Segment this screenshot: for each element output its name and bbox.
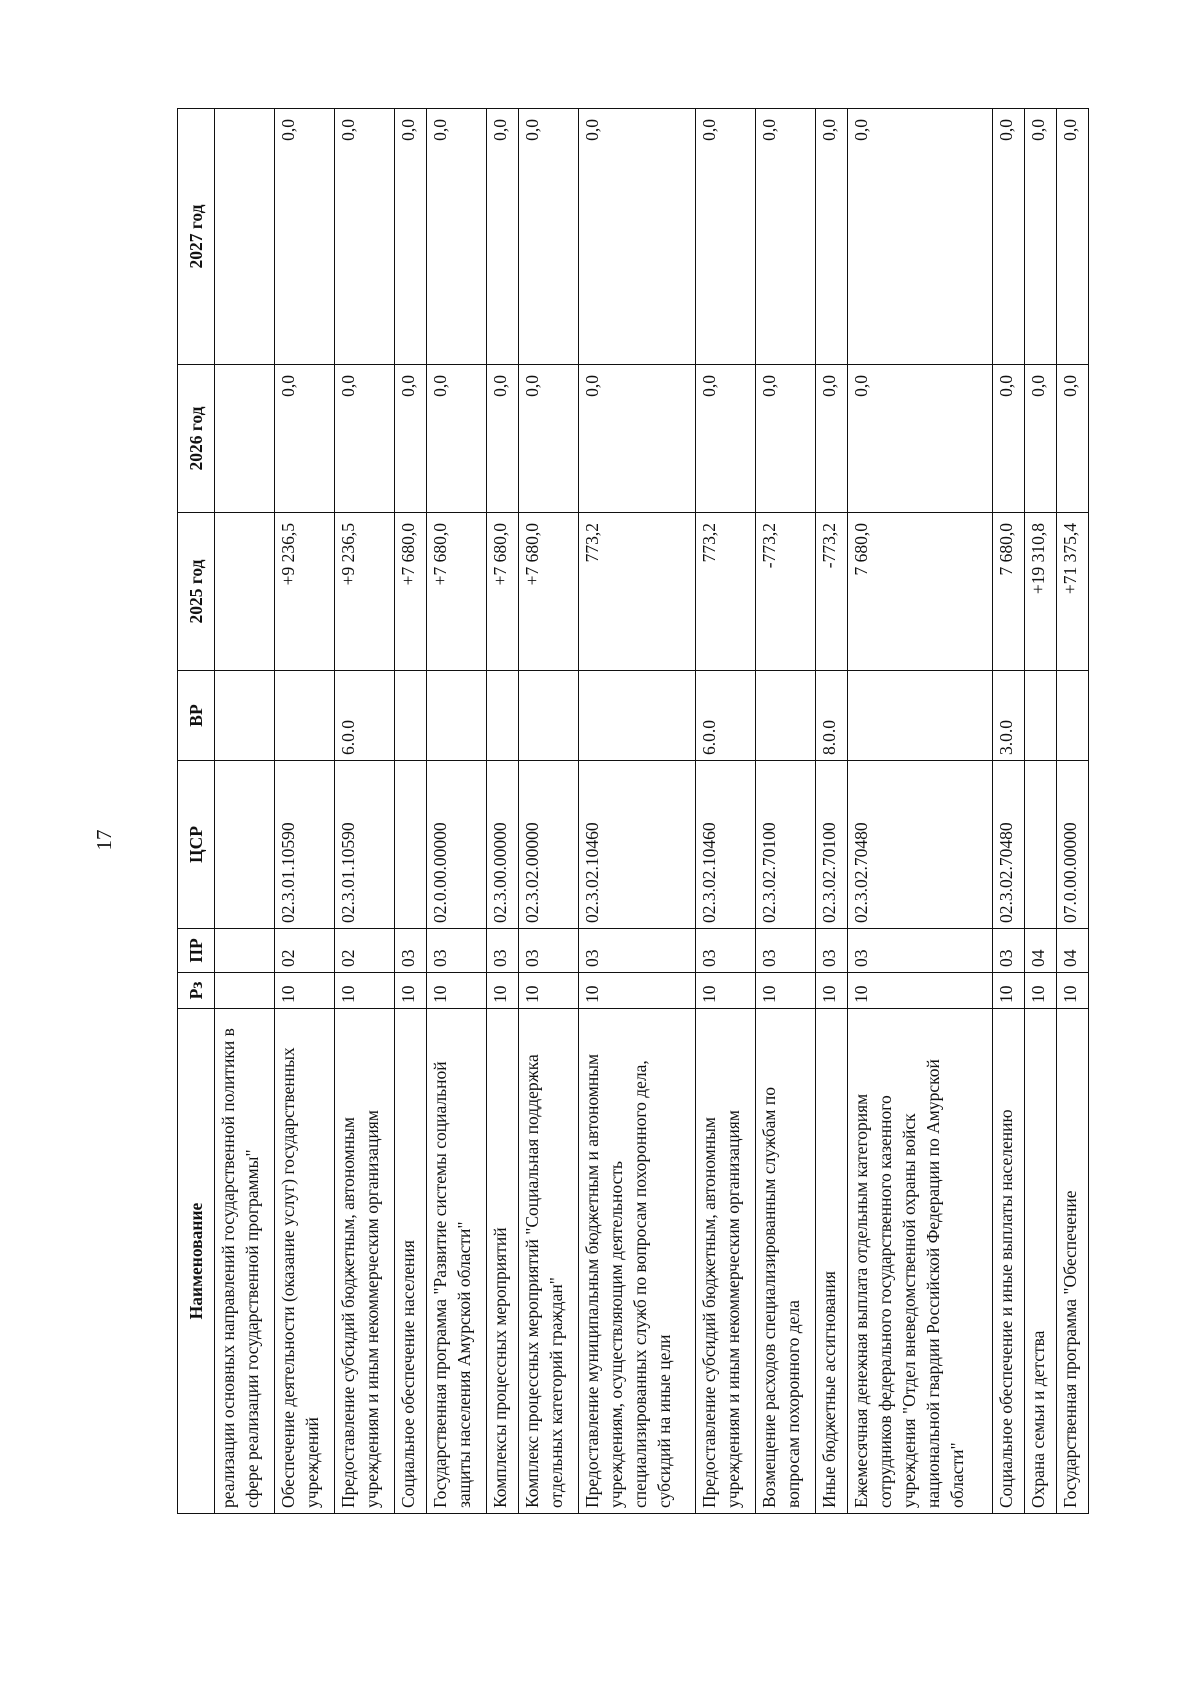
cell-csr [395, 761, 427, 929]
cell-rz: 10 [993, 973, 1025, 1009]
cell-name: Ежемесячная денежная выплата отдельным категориям сотрудников федерального государственного казенного учреждения "Отдел вневедомственной охраны войск национальной гвардии Российской Федерации по Амурской области" [848, 1009, 993, 1514]
cell-pr: 04 [1057, 929, 1089, 973]
header-2027: 2027 год [178, 109, 215, 365]
cell-name: Комплексы процессных мероприятий [487, 1009, 519, 1514]
cell-2025: 773,2 [696, 513, 756, 671]
cell-vr: 6.0.0 [335, 671, 395, 761]
table-header-row [178, 109, 215, 1514]
cell-csr: 02.3.01.10590 [335, 761, 395, 929]
page-number: 17 [92, 829, 116, 851]
cell-pr [215, 929, 275, 973]
header-rz: Рз [178, 973, 215, 1009]
cell-2026: 0,0 [579, 365, 696, 513]
table-row [427, 109, 487, 1514]
cell-rz: 10 [696, 973, 756, 1009]
table-row [993, 109, 1025, 1514]
cell-2025: +7 680,0 [487, 513, 519, 671]
cell-2026: 0,0 [816, 365, 848, 513]
cell-vr [756, 671, 816, 761]
cell-rz [215, 973, 275, 1009]
table-row [1025, 109, 1057, 1514]
cell-rz: 10 [335, 973, 395, 1009]
cell-vr [519, 671, 579, 761]
cell-2025: +7 680,0 [427, 513, 487, 671]
header-2025: 2025 год [178, 513, 215, 671]
cell-2027: 0,0 [579, 109, 696, 365]
cell-2025: -773,2 [816, 513, 848, 671]
cell-name: Обеспечение деятельности (оказание услуг) государственных учреждений [275, 1009, 335, 1514]
cell-csr [1025, 761, 1057, 929]
cell-rz: 10 [427, 973, 487, 1009]
cell-vr [427, 671, 487, 761]
cell-rz: 10 [1057, 973, 1089, 1009]
cell-2025 [215, 513, 275, 671]
cell-vr [1057, 671, 1089, 761]
table-row [215, 109, 275, 1514]
cell-csr: 02.3.02.70100 [816, 761, 848, 929]
cell-2026: 0,0 [395, 365, 427, 513]
cell-2026: 0,0 [275, 365, 335, 513]
cell-2026: 0,0 [1025, 365, 1057, 513]
cell-name: Возмещение расходов специализированным службам по вопросам похоронного дела [756, 1009, 816, 1514]
cell-rz: 10 [519, 973, 579, 1009]
cell-csr: 07.0.00.00000 [1057, 761, 1089, 929]
cell-2026: 0,0 [848, 365, 993, 513]
cell-2025: +71 375,4 [1057, 513, 1089, 671]
cell-2027: 0,0 [427, 109, 487, 365]
cell-2027: 0,0 [395, 109, 427, 365]
table-row [335, 109, 395, 1514]
cell-csr: 02.3.02.70480 [993, 761, 1025, 929]
cell-rz: 10 [816, 973, 848, 1009]
cell-name: Иные бюджетные ассигнования [816, 1009, 848, 1514]
cell-pr: 03 [427, 929, 487, 973]
cell-pr: 02 [275, 929, 335, 973]
header-pr: ПР [178, 929, 215, 973]
cell-csr: 02.3.02.70100 [756, 761, 816, 929]
cell-rz: 10 [275, 973, 335, 1009]
cell-2026: 0,0 [756, 365, 816, 513]
budget-table [177, 108, 1089, 1514]
cell-2025: +9 236,5 [275, 513, 335, 671]
cell-vr [848, 671, 993, 761]
cell-name: Комплекс процессных мероприятий "Социальная поддержка отдельных категорий граждан" [519, 1009, 579, 1514]
table-row [1057, 109, 1089, 1514]
cell-2026: 0,0 [335, 365, 395, 513]
cell-rz: 10 [848, 973, 993, 1009]
cell-pr: 03 [395, 929, 427, 973]
cell-pr: 03 [579, 929, 696, 973]
cell-csr: 02.3.02.10460 [579, 761, 696, 929]
cell-2026: 0,0 [1057, 365, 1089, 513]
budget-table-container [177, 109, 1089, 1514]
cell-vr [215, 671, 275, 761]
table-row [756, 109, 816, 1514]
cell-name: Государственная программа "Развитие системы социальной защиты населения Амурской области" [427, 1009, 487, 1514]
cell-name: Предоставление муниципальным бюджетным и автономным учреждениям, осуществляющим деятельность специализированных служб по вопросам похоронного дела, субсидий на иные цели [579, 1009, 696, 1514]
cell-rz: 10 [487, 973, 519, 1009]
cell-csr: 02.3.02.00000 [519, 761, 579, 929]
cell-2025: -773,2 [756, 513, 816, 671]
cell-vr: 8.0.0 [816, 671, 848, 761]
cell-2026: 0,0 [519, 365, 579, 513]
cell-2026 [215, 365, 275, 513]
cell-2025: +9 236,5 [335, 513, 395, 671]
cell-csr: 02.3.02.10460 [696, 761, 756, 929]
table-row [395, 109, 427, 1514]
cell-2027: 0,0 [335, 109, 395, 365]
header-vr: ВР [178, 671, 215, 761]
cell-2027: 0,0 [848, 109, 993, 365]
table-row [275, 109, 335, 1514]
cell-rz: 10 [1025, 973, 1057, 1009]
cell-2026: 0,0 [487, 365, 519, 513]
cell-rz: 10 [579, 973, 696, 1009]
cell-pr: 03 [696, 929, 756, 973]
cell-vr [275, 671, 335, 761]
cell-name: Социальное обеспечение и иные выплаты населению [993, 1009, 1025, 1514]
cell-2025: +19 310,8 [1025, 513, 1057, 671]
cell-pr: 02 [335, 929, 395, 973]
header-2026: 2026 год [178, 365, 215, 513]
table-row [519, 109, 579, 1514]
cell-vr [579, 671, 696, 761]
cell-2027: 0,0 [756, 109, 816, 365]
cell-2025: 7 680,0 [848, 513, 993, 671]
header-name: Наименование [178, 1009, 215, 1514]
cell-2027: 0,0 [1025, 109, 1057, 365]
cell-2027: 0,0 [993, 109, 1025, 365]
cell-2026: 0,0 [427, 365, 487, 513]
header-csr: ЦСР [178, 761, 215, 929]
table-row [816, 109, 848, 1514]
table-row [579, 109, 696, 1514]
cell-pr: 03 [816, 929, 848, 973]
cell-rz: 10 [756, 973, 816, 1009]
cell-name: Охрана семьи и детства [1025, 1009, 1057, 1514]
cell-2025: 7 680,0 [993, 513, 1025, 671]
cell-pr: 03 [848, 929, 993, 973]
cell-vr [487, 671, 519, 761]
cell-pr: 04 [1025, 929, 1057, 973]
cell-2027: 0,0 [275, 109, 335, 365]
cell-name: Государственная программа "Обеспечение [1057, 1009, 1089, 1514]
table-row [848, 109, 993, 1514]
cell-2025: +7 680,0 [519, 513, 579, 671]
cell-2026: 0,0 [696, 365, 756, 513]
cell-vr [1025, 671, 1057, 761]
cell-2027: 0,0 [696, 109, 756, 365]
cell-2025: 773,2 [579, 513, 696, 671]
cell-vr: 6.0.0 [696, 671, 756, 761]
cell-2027 [215, 109, 275, 365]
cell-csr: 02.3.02.70480 [848, 761, 993, 929]
cell-csr [215, 761, 275, 929]
cell-pr: 03 [993, 929, 1025, 973]
cell-2027: 0,0 [519, 109, 579, 365]
cell-vr: 3.0.0 [993, 671, 1025, 761]
cell-2027: 0,0 [487, 109, 519, 365]
table-row [487, 109, 519, 1514]
cell-name: реализации основных направлений государственной политики в сфере реализации государственной программы" [215, 1009, 275, 1514]
cell-2025: +7 680,0 [395, 513, 427, 671]
cell-pr: 03 [756, 929, 816, 973]
cell-2026: 0,0 [993, 365, 1025, 513]
cell-csr: 02.0.00.00000 [427, 761, 487, 929]
cell-csr: 02.3.01.10590 [275, 761, 335, 929]
cell-name: Социальное обеспечение населения [395, 1009, 427, 1514]
cell-csr: 02.3.00.00000 [487, 761, 519, 929]
cell-vr [395, 671, 427, 761]
cell-pr: 03 [519, 929, 579, 973]
table-row [696, 109, 756, 1514]
cell-name: Предоставление субсидий бюджетным, автономным учреждениям и иным некоммерческим организациям [696, 1009, 756, 1514]
cell-rz: 10 [395, 973, 427, 1009]
cell-2027: 0,0 [816, 109, 848, 365]
cell-2027: 0,0 [1057, 109, 1089, 365]
cell-name: Предоставление субсидий бюджетным, автономным учреждениям и иным некоммерческим организациям [335, 1009, 395, 1514]
cell-pr: 03 [487, 929, 519, 973]
